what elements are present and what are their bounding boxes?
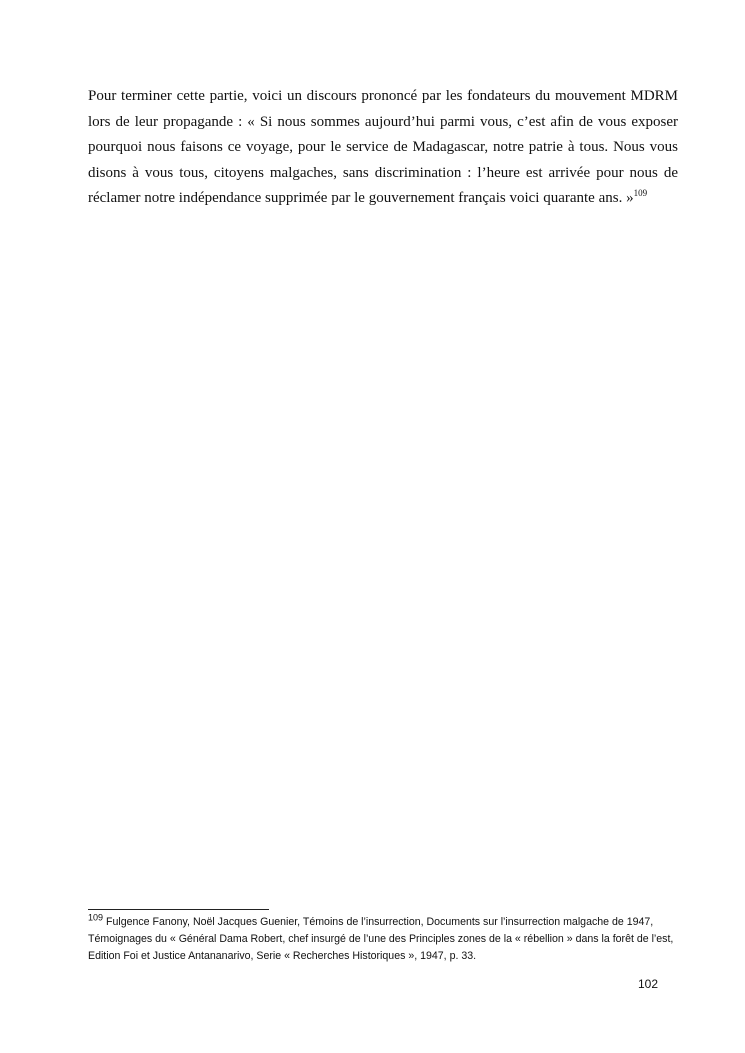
footnote [88,914,678,965]
footnote-text: Fulgence Fanony, Noël Jacques Guenier, Témoins de l’insurrection, Documents sur l’insurrection malgache de 1947, Témoignages du « Général Dama Robert, chef insurgé de l’une des Principles zones de la « rébellion » dans la forêt de l’est, Edition Foi et Justice Antananarivo, Serie « Recherches Historiques », 1947, p. 33. [88,916,674,962]
page-number: 102 [637,977,658,991]
body-paragraph [88,84,678,212]
footnote-reference: 109 [633,188,648,199]
footnote-number: 109 [88,912,104,923]
paragraph-text: Pour terminer cette partie, voici un discours prononcé par les fondateurs du mouvement MDRM lors de leur propagande : « Si nous sommes aujourd’hui parmi vous, c’est afin de vous exposer pourquoi nous faisons ce voyage, pour le service de Madagascar, notre patrie à tous. Nous vous disons à vous tous, citoyens malgaches, sans discrimination : l’heure est arrivée pour nous de réclamer notre indépendance supprimée par le gouvernement français voici quarante ans. » [88,88,678,207]
footnote-separator [88,909,269,910]
